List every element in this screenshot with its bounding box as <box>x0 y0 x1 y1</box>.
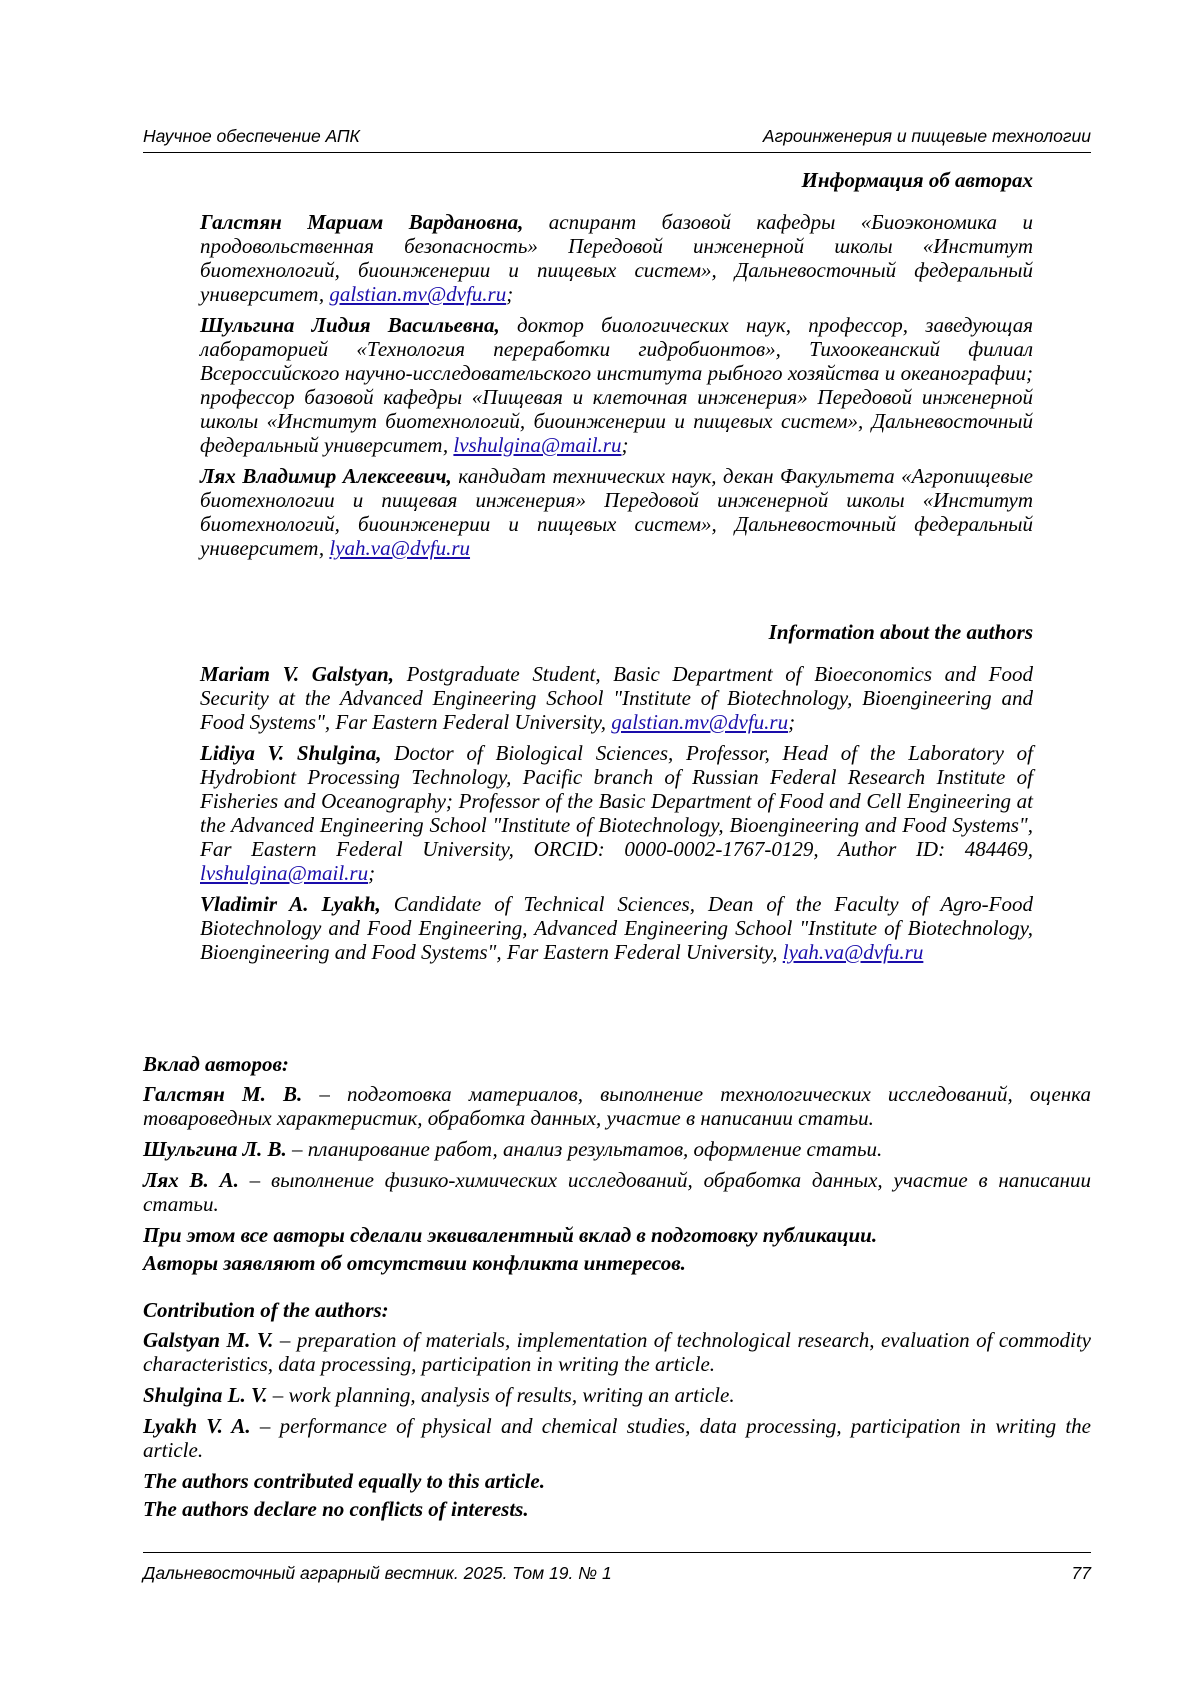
email-link[interactable]: galstian.mv@dvfu.ru <box>329 282 507 306</box>
ru-info-title: Информация об авторах <box>801 168 1033 192</box>
ru-author-3 <box>200 464 1033 560</box>
contrib-name: Шульгина Л. В. <box>143 1137 287 1161</box>
contrib-name: Лях В. А. <box>143 1168 239 1192</box>
email-link[interactable]: lyah.va@dvfu.ru <box>782 940 924 964</box>
en-contrib-item-3 <box>143 1414 1091 1462</box>
contrib-text: – планирование работ, анализ результатов, оформление статьи. <box>286 1137 883 1161</box>
contrib-text: – preparation of materials, implementation of technological research, evaluation of commodity characteristics, data processing, participation in writing the article. <box>143 1328 1092 1376</box>
author-desc: Postgraduate Student, Basic Department of Bioeconomics and Food Security at the Advanced Engineering School "Institute of Biotechnology, Bioengineering and Food Systems", Far Eastern Federal University, <box>200 662 1033 734</box>
contrib-text: – work planning, analysis of results, writing an article. <box>267 1383 735 1407</box>
ru-contrib-item-2 <box>143 1137 1091 1161</box>
ru-contrib-block <box>143 1052 1091 1279</box>
author-desc: аспирант базовой кафедры «Биоэкономика и продовольственная безопасность» Передовой инженерной школы «Институт биотехнологий, биоинженерии и пищевых систем», Дальневосточный федеральный университет, <box>200 210 1033 306</box>
author-name: Лях Владимир Алексеевич, <box>200 464 452 488</box>
header-right: Агроинженерия и пищевые технологии <box>762 126 1091 146</box>
en-equal-statement: The authors contributed equally to this article. <box>143 1469 545 1493</box>
contrib-name: Galstyan M. V. <box>143 1328 274 1352</box>
author-name: Галстян Мариам Вардановна, <box>200 210 524 234</box>
ru-author-2 <box>200 313 1033 457</box>
contrib-name: Галстян М. В. <box>143 1082 303 1106</box>
author-name: Шульгина Лидия Васильевна, <box>200 313 500 337</box>
ru-contrib-title: Вклад авторов: <box>143 1052 289 1076</box>
contrib-text: – performance of physical and chemical studies, data processing, participation in writing the article. <box>143 1414 1091 1462</box>
author-tail: ; <box>506 282 514 306</box>
author-tail: ; <box>788 710 796 734</box>
email-link[interactable]: lvshulgina@mail.ru <box>453 433 622 457</box>
en-info-block <box>200 662 1033 971</box>
author-name: Mariam V. Galstyan, <box>200 662 394 686</box>
contrib-name: Lyakh V. A. <box>143 1414 251 1438</box>
author-name: Vladimir A. Lyakh, <box>200 892 381 916</box>
author-name: Lidiya V. Shulgina, <box>200 741 382 765</box>
email-link[interactable]: lvshulgina@mail.ru <box>200 861 369 885</box>
running-header <box>143 126 1091 153</box>
author-desc: Candidate of Technical Sciences, Dean of the Faculty of Agro-Food Biotechnology and Food Engineering, Advanced Engineering School "Institute of Biotechnology, Bioengineering and Food Systems", Far Eastern Federal University, <box>200 892 1033 964</box>
en-conflict-statement: The authors declare no conflicts of interests. <box>143 1497 529 1521</box>
running-footer <box>143 1552 1091 1584</box>
author-desc: доктор биологических наук, профессор, заведующая лабораторией «Технология переработки гидробионтов», Тихоокеанский филиал Всероссийского научно-исследовательского института рыбного хозяйства и океанографии; профессор базовой кафедры «Пищевая и клеточная инженерия» Передовой инженерной школы «Институт биотехнологий, биоинженерии и пищевых систем», Дальневосточный федеральный университет, <box>200 313 1033 457</box>
header-left: Научное обеспечение АПК <box>143 126 360 146</box>
ru-contrib-item-1 <box>143 1082 1091 1130</box>
en-author-2 <box>200 741 1033 885</box>
email-link[interactable]: galstian.mv@dvfu.ru <box>611 710 789 734</box>
contrib-text: – подготовка материалов, выполнение технологических исследований, оценка товароведных характеристик, обработка данных, участие в написании статьи. <box>143 1082 1091 1130</box>
en-author-3 <box>200 892 1033 964</box>
author-desc: кандидат технических наук, декан Факультета «Агропищевые биотехнологии и пищевая инженерия» Передовой инженерной школы «Институт биотехнологий, биоинженерии и пищевых систем», Дальневосточный федеральный университет, <box>200 464 1033 560</box>
ru-equal-statement: При этом все авторы сделали эквивалентный вклад в подготовку публикации. <box>143 1223 878 1247</box>
journal-citation: Дальневосточный аграрный вестник. 2025. Том 19. № 1 <box>143 1563 612 1583</box>
ru-conflict-statement: Авторы заявляют об отсутствии конфликта интересов. <box>143 1251 686 1275</box>
author-tail: ; <box>368 861 376 885</box>
author-desc: Doctor of Biological Sciences, Professor, Head of the Laboratory of Hydrobiont Processing Technology, Pacific branch of Russian Federal Research Institute of Fisheries and Oceanography; Professor of the Basic Department of Food and Cell Engineering at the Advanced Engineering School "Institute of Biotechnology, Bioengineering and Food Systems", Far Eastern Federal University, ORCID: 0000-0002-1767-0129, Author ID: 484469, <box>200 741 1033 861</box>
author-tail: ; <box>621 433 629 457</box>
ru-info-block <box>200 210 1033 567</box>
en-info-title: Information about the authors <box>768 620 1033 644</box>
ru-author-1 <box>200 210 1033 306</box>
ru-contrib-item-3 <box>143 1168 1091 1216</box>
contrib-text: – выполнение физико-химических исследований, обработка данных, участие в написании статьи. <box>143 1168 1091 1216</box>
en-contrib-item-2 <box>143 1383 1091 1407</box>
page-number: 77 <box>1071 1563 1091 1583</box>
en-contrib-block <box>143 1298 1091 1525</box>
en-author-1 <box>200 662 1033 734</box>
en-contrib-title: Contribution of the authors: <box>143 1298 389 1322</box>
email-link[interactable]: lyah.va@dvfu.ru <box>329 536 471 560</box>
en-contrib-item-1 <box>143 1328 1091 1376</box>
contrib-name: Shulgina L. V. <box>143 1383 268 1407</box>
